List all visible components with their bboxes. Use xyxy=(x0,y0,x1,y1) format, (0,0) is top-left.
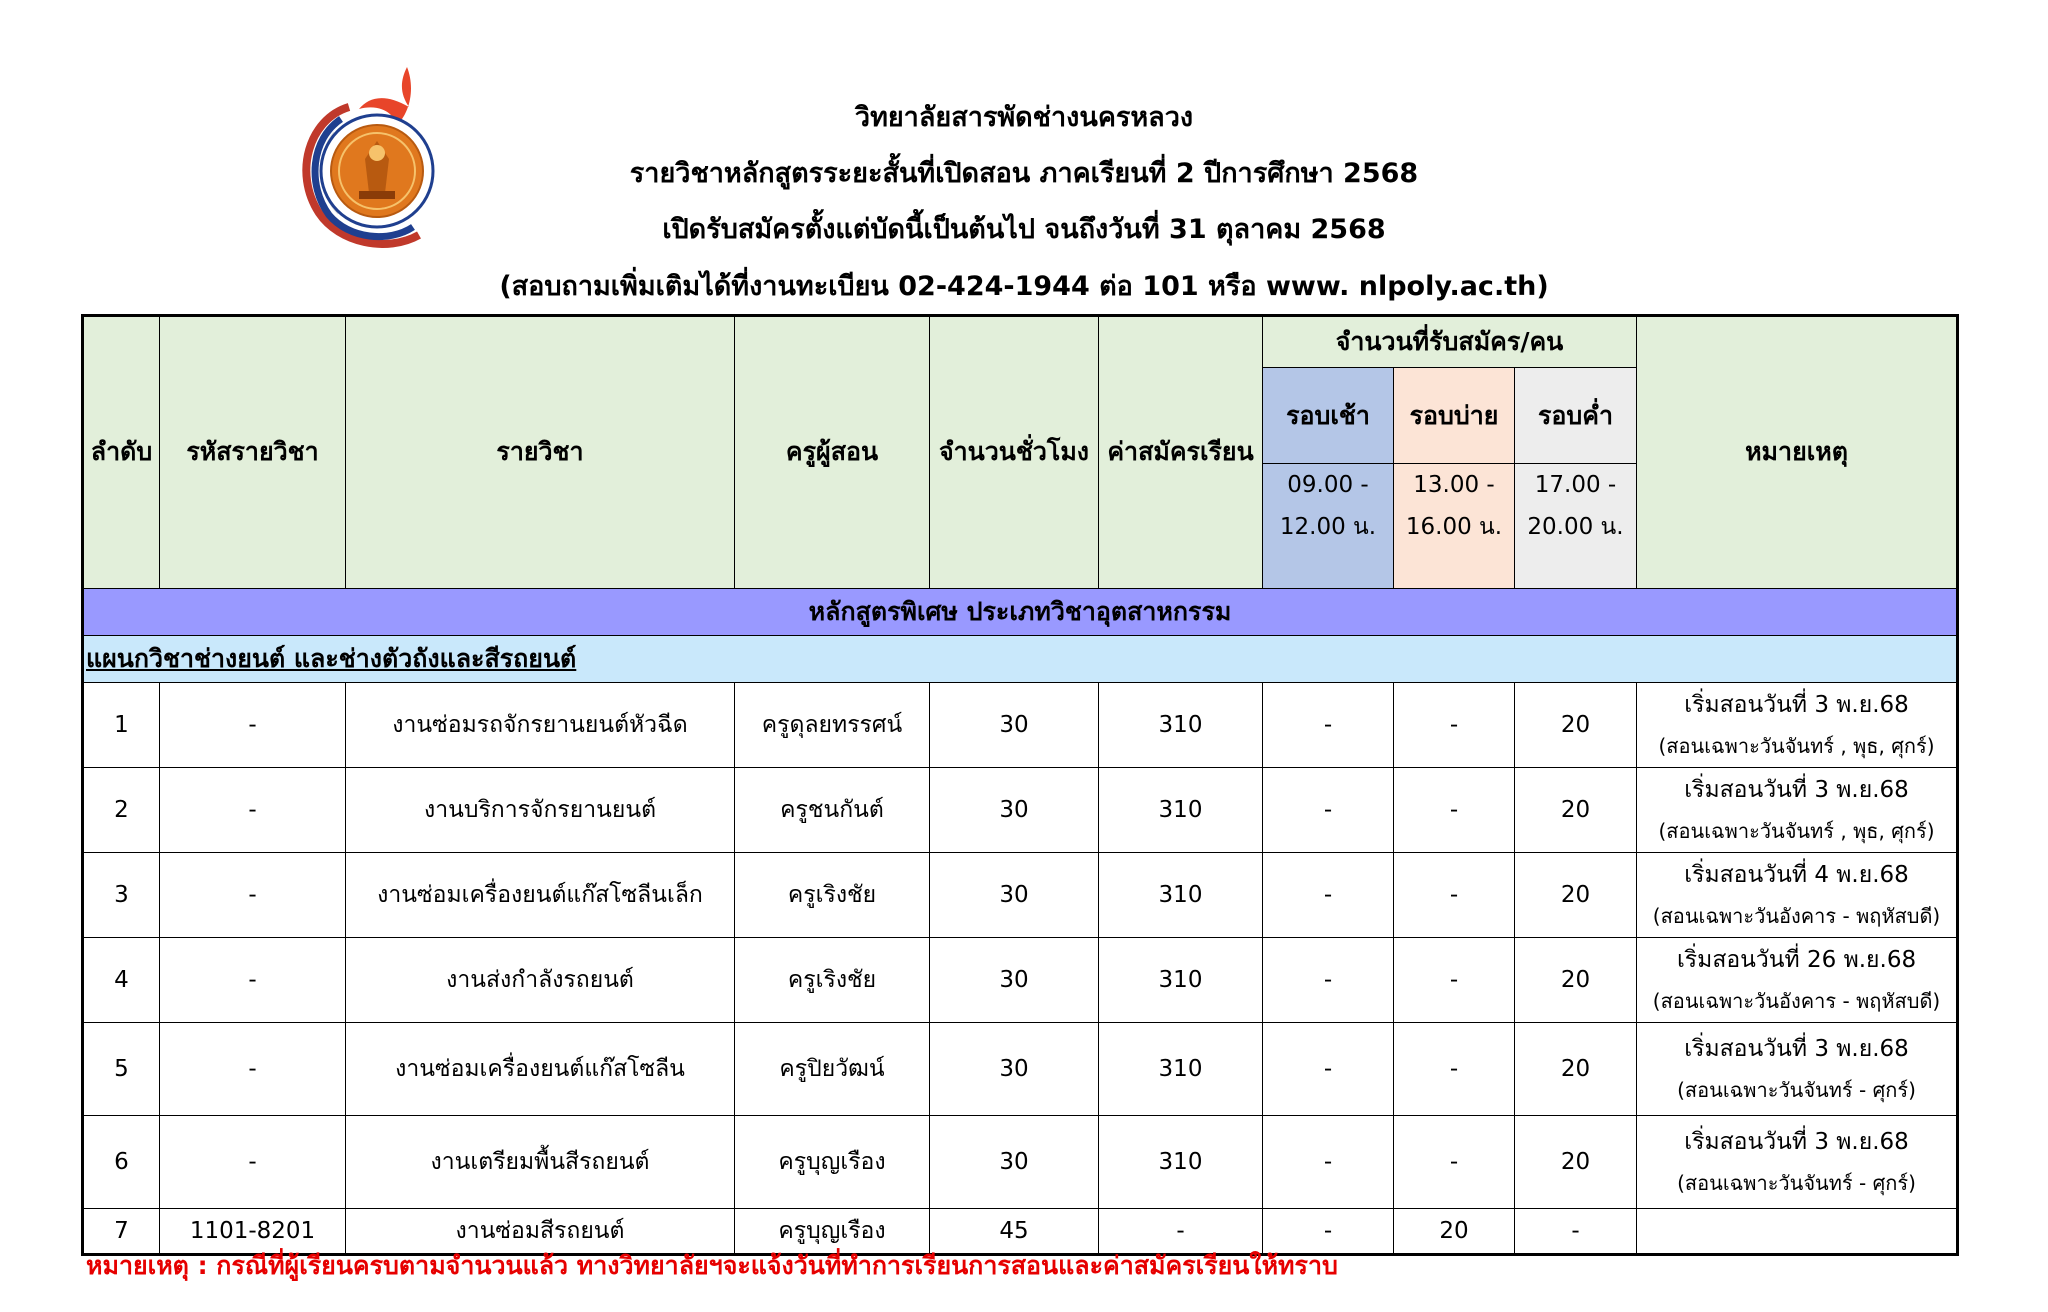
cell-subject: งานส่งกำลังรถยนต์ xyxy=(346,937,735,1022)
cell-afternoon: 20 xyxy=(1394,1208,1515,1254)
table-row xyxy=(83,1115,1958,1208)
cell-code: 1101-8201 xyxy=(160,1208,346,1254)
page-title: รายวิชาหลักสูตรระยะสั้นที่เปิดสอน ภาคเรียนที่ 2 ปีการศึกษา 2568 xyxy=(629,158,1419,189)
cell-teacher: ครูชนกันต์ xyxy=(735,767,930,852)
cell-teacher: ครูเริงชัย xyxy=(735,852,930,937)
cell-subject: งานซ่อมสีรถยนต์ xyxy=(346,1208,735,1254)
cell-hours: 30 xyxy=(930,1022,1099,1115)
cell-evening: 20 xyxy=(1515,937,1637,1022)
cell-fee: 310 xyxy=(1099,1022,1263,1115)
cell-morning: - xyxy=(1263,1115,1394,1208)
registration-period: เปิดรับสมัครตั้งแต่บัดนี้เป็นต้นไป จนถึงวันที่ 31 ตุลาคม 2568 xyxy=(662,214,1386,245)
remark-days: (สอนเฉพาะวันอังคาร - พฤหัสบดี) xyxy=(1652,989,1941,1014)
cell-code: - xyxy=(160,1022,346,1115)
time-cell-spacer xyxy=(1263,548,1394,588)
header-remark: หมายเหตุ xyxy=(1637,316,1958,589)
cell-teacher: ครูปิยวัฒน์ xyxy=(735,1022,930,1115)
cell-remark xyxy=(1637,1022,1958,1115)
cell-teacher: ครูบุญเรือง xyxy=(735,1208,930,1254)
cell-remark xyxy=(1637,682,1958,767)
remark-start-date: เริ่มสอนวันที่ 3 พ.ย.68 xyxy=(1684,691,1909,718)
header-code: รหัสรายวิชา xyxy=(160,316,346,589)
cell-morning: - xyxy=(1263,767,1394,852)
cell-code: - xyxy=(160,767,346,852)
remark-start-date: เริ่มสอนวันที่ 3 พ.ย.68 xyxy=(1684,1128,1909,1155)
cell-evening: 20 xyxy=(1515,1022,1637,1115)
cell-morning: - xyxy=(1263,1208,1394,1254)
cell-subject: งานเตรียมพื้นสีรถยนต์ xyxy=(346,1115,735,1208)
cell-seq: 1 xyxy=(83,682,160,767)
cell-fee: - xyxy=(1099,1208,1263,1254)
cell-fee: 310 xyxy=(1099,1115,1263,1208)
remark-start-date: เริ่มสอนวันที่ 4 พ.ย.68 xyxy=(1684,861,1909,888)
cell-afternoon: - xyxy=(1394,1115,1515,1208)
college-name: วิทยาลัยสารพัดช่างนครหลวง xyxy=(854,102,1194,133)
cell-subject: งานบริการจักรยานยนต์ xyxy=(346,767,735,852)
table-row xyxy=(83,852,1958,937)
cell-hours: 30 xyxy=(930,1115,1099,1208)
header-morning: รอบเช้า xyxy=(1263,368,1394,464)
cell-teacher: ครูเริงชัย xyxy=(735,937,930,1022)
cell-fee: 310 xyxy=(1099,682,1263,767)
cell-morning: - xyxy=(1263,682,1394,767)
cell-seq: 2 xyxy=(83,767,160,852)
cell-teacher: ครูดุลยทรรศน์ xyxy=(735,682,930,767)
cell-remark xyxy=(1637,1115,1958,1208)
header-teacher: ครูผู้สอน xyxy=(735,316,930,589)
cell-hours: 45 xyxy=(930,1208,1099,1254)
cell-remark xyxy=(1637,1208,1958,1254)
cell-remark xyxy=(1637,767,1958,852)
remark-days: (สอนเฉพาะวันจันทร์ - ศุกร์) xyxy=(1677,1078,1916,1103)
cell-afternoon: - xyxy=(1394,767,1515,852)
cell-remark xyxy=(1637,852,1958,937)
cell-morning: - xyxy=(1263,1022,1394,1115)
cell-afternoon: - xyxy=(1394,852,1515,937)
cell-fee: 310 xyxy=(1099,937,1263,1022)
cell-subject: งานซ่อมรถจักรยานยนต์หัวฉีด xyxy=(346,682,735,767)
remark-start-date: เริ่มสอนวันที่ 3 พ.ย.68 xyxy=(1684,1035,1909,1062)
remark-start-date: เริ่มสอนวันที่ 26 พ.ย.68 xyxy=(1676,946,1917,973)
cell-seq: 5 xyxy=(83,1022,160,1115)
table-row xyxy=(83,937,1958,1022)
header-evening-time: 17.00 - 20.00 น. xyxy=(1515,464,1637,549)
cell-subject: งานซ่อมเครื่องยนต์แก๊สโซลีนเล็ก xyxy=(346,852,735,937)
remark-days: (สอนเฉพาะวันจันทร์ , พุธ, ศุกร์) xyxy=(1658,734,1935,759)
table-row xyxy=(83,682,1958,767)
cell-afternoon: - xyxy=(1394,682,1515,767)
table-row xyxy=(83,1022,1958,1115)
time-cell-spacer xyxy=(1515,548,1637,588)
cell-evening: 20 xyxy=(1515,852,1637,937)
cell-fee: 310 xyxy=(1099,767,1263,852)
department-title: แผนกวิชาช่างยนต์ และช่างตัวถังและสีรถยนต์ xyxy=(83,635,1958,682)
header-fee: ค่าสมัครเรียน xyxy=(1099,316,1263,589)
remark-days: (สอนเฉพาะวันจันทร์ , พุธ, ศุกร์) xyxy=(1658,819,1935,844)
cell-hours: 30 xyxy=(930,937,1099,1022)
cell-code: - xyxy=(160,682,346,767)
header-evening: รอบค่ำ xyxy=(1515,368,1637,464)
cell-teacher: ครูบุญเรือง xyxy=(735,1115,930,1208)
cell-code: - xyxy=(160,937,346,1022)
cell-seq: 6 xyxy=(83,1115,160,1208)
footnote: หมายเหตุ : กรณีที่ผู้เรียนครบตามจำนวนแล้ว ทางวิทยาลัยฯจะแจ้งวันที่ทำการเรียนการสอนและค่าสมัครเรียนให้ทราบ xyxy=(86,1251,1338,1280)
header-seq: ลำดับ xyxy=(83,316,160,589)
cell-hours: 30 xyxy=(930,767,1099,852)
header-hours: จำนวนชั่วโมง xyxy=(930,316,1099,589)
cell-fee: 310 xyxy=(1099,852,1263,937)
cell-afternoon: - xyxy=(1394,1022,1515,1115)
remark-days: (สอนเฉพาะวันจันทร์ - ศุกร์) xyxy=(1677,1171,1916,1196)
cell-hours: 30 xyxy=(930,682,1099,767)
header-afternoon-time: 13.00 - 16.00 น. xyxy=(1394,464,1515,549)
cell-remark xyxy=(1637,937,1958,1022)
cell-seq: 7 xyxy=(83,1208,160,1254)
cell-afternoon: - xyxy=(1394,937,1515,1022)
course-rows xyxy=(83,682,1958,1254)
cell-hours: 30 xyxy=(930,852,1099,937)
remark-days: (สอนเฉพาะวันอังคาร - พฤหัสบดี) xyxy=(1652,904,1941,929)
cell-subject: งานซ่อมเครื่องยนต์แก๊สโซลีน xyxy=(346,1022,735,1115)
cell-morning: - xyxy=(1263,852,1394,937)
program-title: หลักสูตรพิเศษ ประเภทวิชาอุตสาหกรรม xyxy=(83,588,1958,635)
contact-info: (สอบถามเพิ่มเติมได้ที่งานทะเบียน 02-424-1944 ต่อ 101 หรือ www. nlpoly.ac.th) xyxy=(499,271,1549,302)
table-row xyxy=(83,767,1958,852)
header-capacity-group: จำนวนที่รับสมัคร/คน xyxy=(1263,316,1637,368)
cell-evening: 20 xyxy=(1515,1115,1637,1208)
cell-seq: 4 xyxy=(83,937,160,1022)
header-afternoon: รอบบ่าย xyxy=(1394,368,1515,464)
program-row xyxy=(83,588,1958,635)
remark-start-date: เริ่มสอนวันที่ 3 พ.ย.68 xyxy=(1684,776,1909,803)
cell-morning: - xyxy=(1263,937,1394,1022)
department-row xyxy=(83,635,1958,682)
header-morning-time: 09.00 - 12.00 น. xyxy=(1263,464,1394,549)
time-cell-spacer xyxy=(1394,548,1515,588)
header-subject: รายวิชา xyxy=(346,316,735,589)
cell-code: - xyxy=(160,1115,346,1208)
cell-code: - xyxy=(160,852,346,937)
cell-evening: 20 xyxy=(1515,682,1637,767)
course-schedule-table xyxy=(81,314,1959,1256)
cell-evening: - xyxy=(1515,1208,1637,1254)
cell-seq: 3 xyxy=(83,852,160,937)
cell-evening: 20 xyxy=(1515,767,1637,852)
